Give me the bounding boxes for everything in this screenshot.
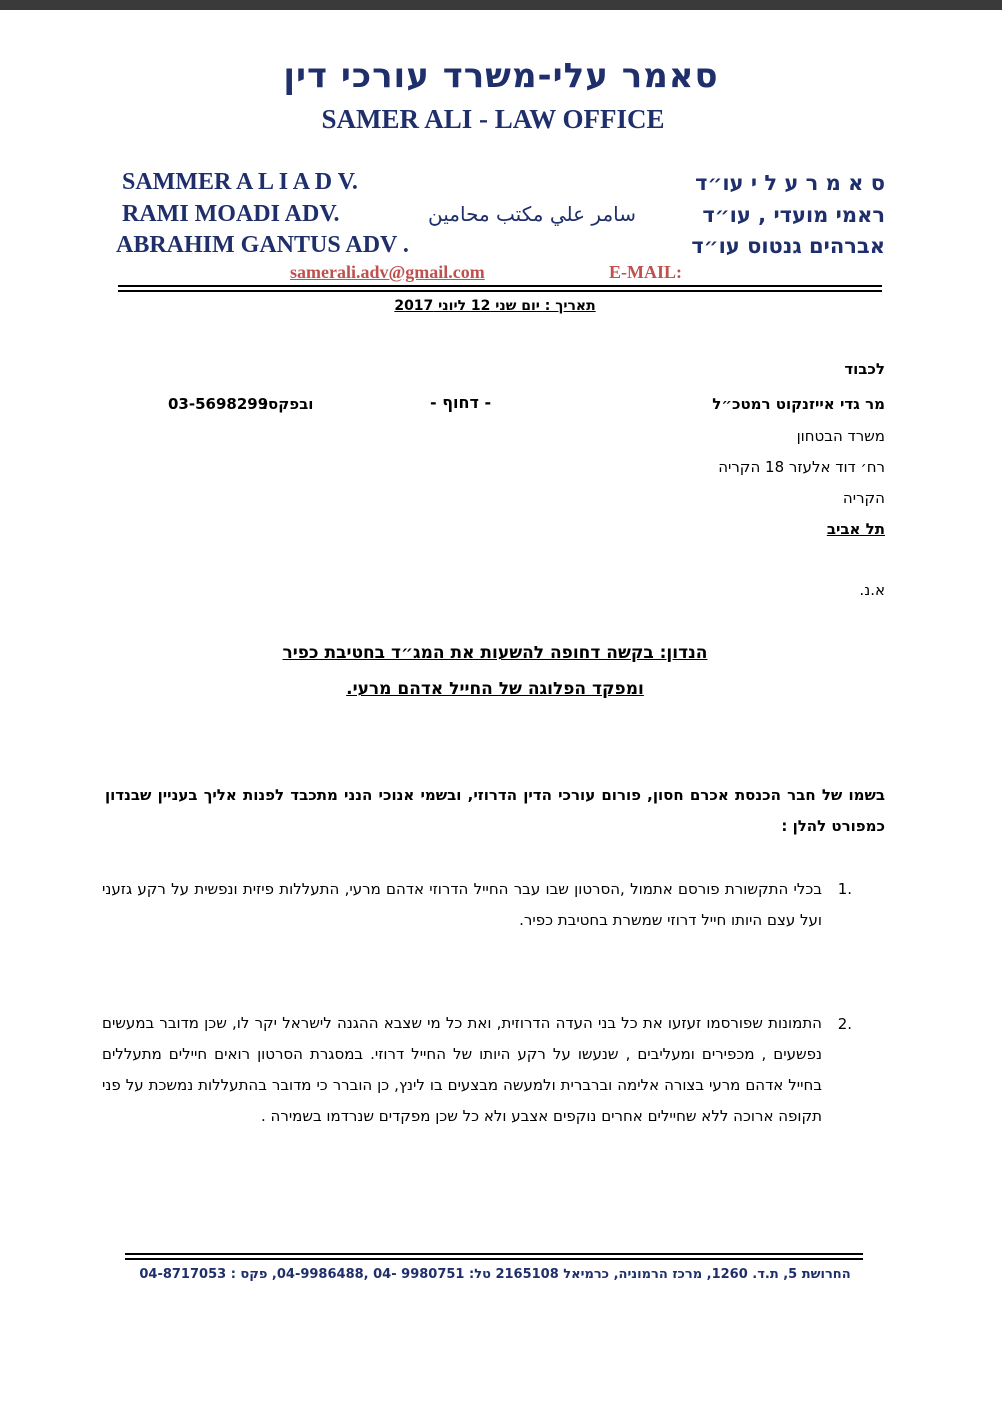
address-line-1: משרד הבטחון	[796, 427, 885, 445]
salutation: לכבוד	[844, 360, 885, 378]
arabic-office-name: سامر علي مكتب محامين	[428, 202, 637, 226]
recipient-city: תל אביב	[826, 520, 885, 538]
english-office-title: SAMER ALI - LAW OFFICE	[321, 104, 665, 134]
footer-contact: החרושת 5, ת.ד. 1260, מרכז הרמוניה, כרמיאל 2165108 טל: 9980751 -04 ,04-9986488, פקס : 04-8717053	[139, 1267, 851, 1282]
footer-divider-bottom	[125, 1258, 863, 1260]
recipient-name: מר גדי אייזנקוט רמטכ״ל	[712, 395, 885, 413]
lawyer-he-2: ראמי מועדי , עו״ד	[702, 203, 885, 227]
lawyer-en-1: SAMMER A L I A D V.	[122, 169, 358, 195]
fax-label: ובפקס:	[262, 395, 314, 413]
intro-paragraph: בשמו של חבר הכנסת אכרם חסון, פורום עורכי הדין הדרוזי, ובשמי אנוכי הנני מתכבד לפנות אליך בעניין שבנדון כמפורט להלן :	[105, 786, 885, 835]
paragraph-1: בכלי התקשורת פורסם אתמול ,הסרטון שבו עבר החייל הדרוזי אדהם מרעי, התעללות פיזית ונפשית על רקע גזעני ועל עצם היותו חייל דרוזי שמשרת בחטיבת כפיר.	[102, 880, 822, 929]
paragraph-number-1: 1.	[837, 880, 852, 898]
subject-line-2: ומפקד הפלוגה של החייל אדהם מרעי.	[346, 679, 644, 699]
paragraph-number-2: 2.	[837, 1015, 852, 1033]
lawyer-en-2: RAMI MOADI ADV.	[122, 201, 340, 227]
address-line-2: רח׳ דוד אלעזר 18 הקריה	[718, 458, 885, 476]
letter-date: תאריך : יום שני 12 ליוני 2017	[394, 298, 596, 314]
paragraph-2: התמונות שפורסמו זעזעו את כל בני העדה הדרוזית, ואת כל מי שצבא ההגנה לישראל יקר לו, שכן מדובר במעשים נפשעים , מכפירים ומעליבים , שנעשו על רקע היותו של החייל דרוזי. במסגרת הסרטון רואים חיילים מתעללים בחייל אדהם מרעי בצורה אלימה וברברית ולמעשה מבצעים בו לינץ, כן הוברר כי מדובר בהתעללות נמשכת על פני תקופה ארוכה ללא שחיילים אחרים נוקפים אצבע ולא כל שכן מפקדים שנרדמו בשמירה .	[102, 1014, 822, 1125]
hebrew-office-title: סאמר עלי-משרד עורכי דין	[283, 56, 719, 96]
email-label: E-MAIL:	[609, 262, 682, 282]
lawyer-he-3: אברהים גנטוס עו״ד	[691, 234, 885, 258]
header-divider-top	[118, 285, 882, 287]
window-top-bar	[0, 0, 1002, 10]
lawyer-he-1: ס א מ ר ע ל י עו״ד	[695, 171, 885, 195]
footer-divider-top	[125, 1253, 863, 1255]
fax-number: 03-5698299	[168, 395, 269, 413]
lawyer-en-3: ABRAHIM GANTUS ADV .	[116, 232, 409, 258]
email-address-link[interactable]: samerali.adv@gmail.com	[290, 262, 485, 282]
header-divider-bottom	[118, 290, 882, 292]
greeting: א.נ.	[859, 581, 885, 599]
address-line-3: הקריה	[842, 489, 885, 507]
urgent-label: - דחוף -	[430, 393, 492, 412]
subject-line-1: הנדון: בקשה דחופה להשעות את המג״ד בחטיבת כפיר	[282, 643, 708, 663]
